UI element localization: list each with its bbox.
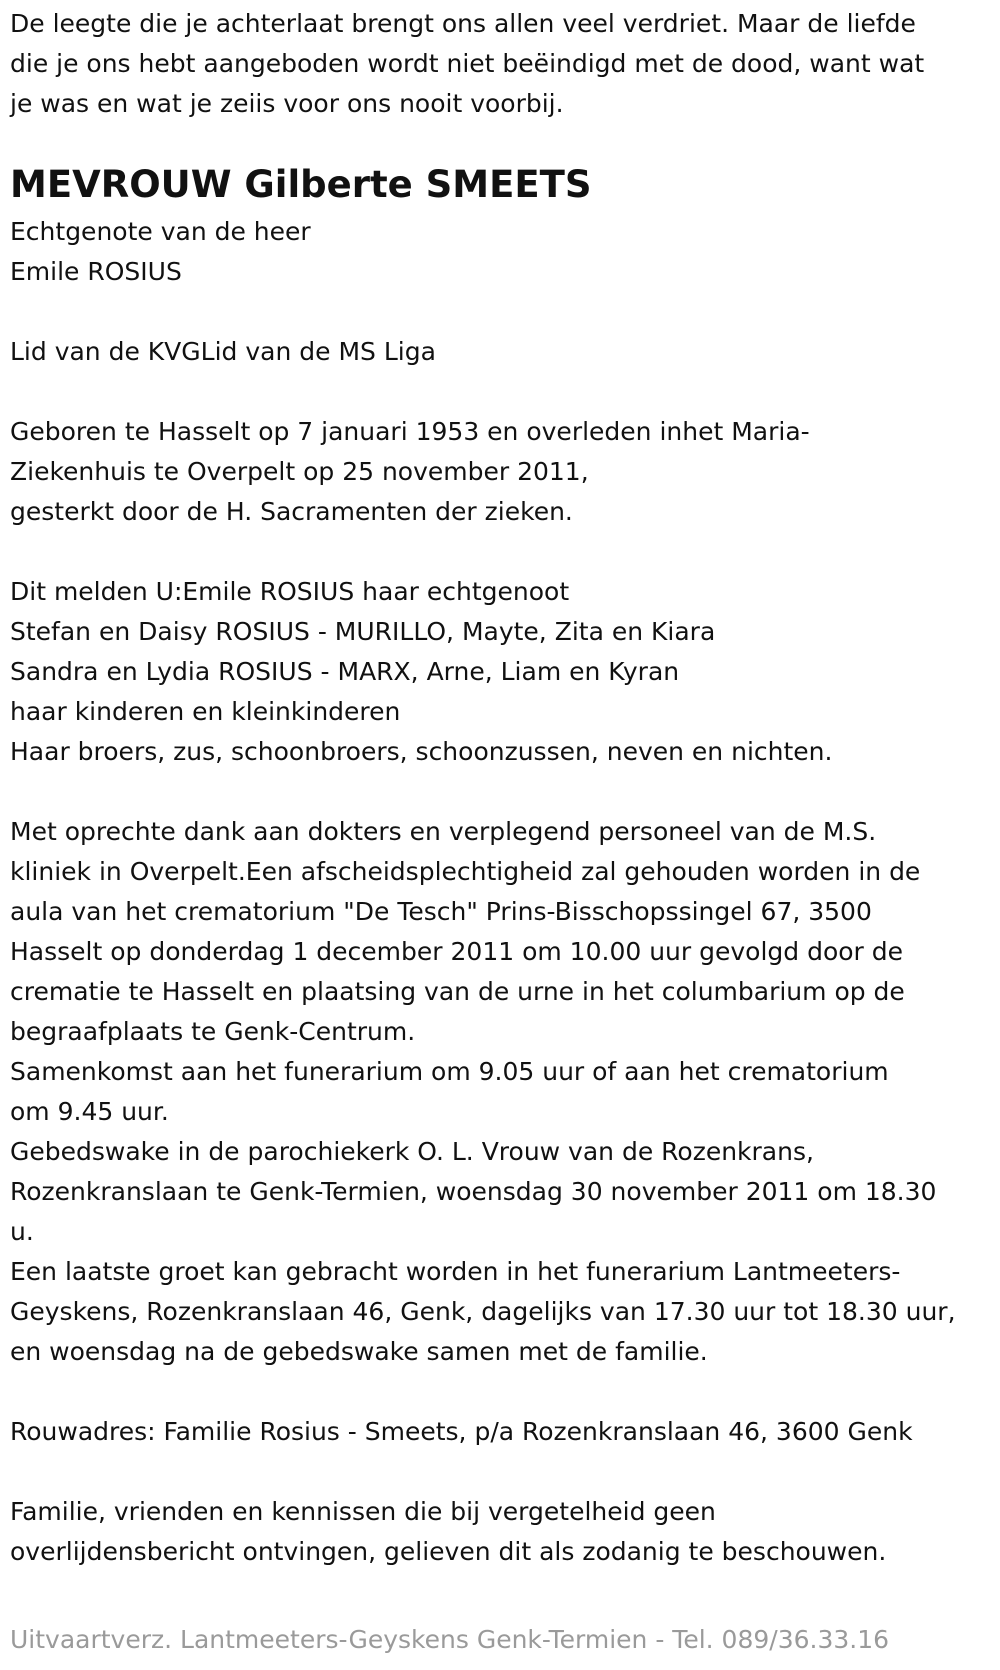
ceremony-line: Rozenkranslaan te Genk-Termien, woensdag 30 november 2011 om 18.30 <box>10 1177 937 1206</box>
spacer <box>10 1452 990 1492</box>
family-line: Sandra en Lydia ROSIUS - MARX, Arne, Liam en Kyran <box>10 657 680 686</box>
ceremony-line: Een laatste groet kan gebracht worden in het funerarium Lantmeeters- <box>10 1257 901 1286</box>
ceremony-line: Hasselt op donderdag 1 december 2011 om 10.00 uur gevolgd door de <box>10 937 904 966</box>
ceremony-line: en woensdag na de gebedswake samen met de familie. <box>10 1337 708 1366</box>
spouse-line: Emile ROSIUS <box>10 257 182 286</box>
ceremony-details <box>10 812 990 1372</box>
intro-quote <box>10 4 990 124</box>
birth-death-line: Ziekenhuis te Overpelt op 25 november 2011, <box>10 457 589 486</box>
ceremony-line: u. <box>10 1217 34 1246</box>
ceremony-line: Samenkomst aan het funerarium om 9.05 uur of aan het crematorium <box>10 1057 889 1086</box>
deceased-name: MEVROUW Gilberte SMEETS <box>10 163 592 206</box>
ceremony-line: Gebedswake in de parochiekerk O. L. Vrouw van de Rozenkrans, <box>10 1137 814 1166</box>
closing-line: overlijdensbericht ontvingen, gelieven dit als zodanig te beschouwen. <box>10 1537 887 1566</box>
ceremony-line: crematie te Hasselt en plaatsing van de urne in het columbarium op de <box>10 977 905 1006</box>
spouse-line: Echtgenote van de heer <box>10 217 311 246</box>
spacer <box>10 1372 990 1412</box>
family-list <box>10 572 990 772</box>
ceremony-line: Geyskens, Rozenkranslaan 46, Genk, dagelijks van 17.30 uur tot 18.30 uur, <box>10 1297 956 1326</box>
spacer <box>10 292 990 332</box>
spouse-info <box>10 212 990 292</box>
intro-line: die je ons hebt aangeboden wordt niet beëindigd met de dood, want wat <box>10 49 925 78</box>
membership: Lid van de KVGLid van de MS Liga <box>10 337 436 366</box>
family-line: Stefan en Daisy ROSIUS - MURILLO, Mayte, Zita en Kiara <box>10 617 716 646</box>
family-line: haar kinderen en kleinkinderen <box>10 697 401 726</box>
spacer <box>10 532 990 572</box>
birth-death-line: gesterkt door de H. Sacramenten der zieken. <box>10 497 573 526</box>
birth-death-info <box>10 412 990 532</box>
intro-line: je was en wat je zeiis voor ons nooit voorbij. <box>10 89 564 118</box>
intro-line: De leegte die je achterlaat brengt ons allen veel verdriet. Maar de liefde <box>10 9 916 38</box>
closing-line: Familie, vrienden en kennissen die bij vergetelheid geen <box>10 1497 716 1526</box>
spacer <box>10 772 990 812</box>
funeral-home-footer: Uitvaartverz. Lantmeeters-Geyskens Genk-Termien - Tel. 089/36.33.16 <box>10 1625 890 1654</box>
mourning-address: Rouwadres: Familie Rosius - Smeets, p/a Rozenkranslaan 46, 3600 Genk <box>10 1417 913 1446</box>
closing-note <box>10 1492 990 1572</box>
ceremony-line: begraafplaats te Genk-Centrum. <box>10 1017 416 1046</box>
family-line: Haar broers, zus, schoonbroers, schoonzussen, neven en nichten. <box>10 737 833 766</box>
ceremony-line: Met oprechte dank aan dokters en verplegend personeel van de M.S. <box>10 817 877 846</box>
obituary-notice <box>10 4 990 1572</box>
spacer <box>10 372 990 412</box>
family-line: Dit melden U:Emile ROSIUS haar echtgenoot <box>10 577 570 606</box>
ceremony-line: om 9.45 uur. <box>10 1097 169 1126</box>
ceremony-line: kliniek in Overpelt.Een afscheidsplechtigheid zal gehouden worden in de <box>10 857 921 886</box>
birth-death-line: Geboren te Hasselt op 7 januari 1953 en overleden inhet Maria- <box>10 417 810 446</box>
ceremony-line: aula van het crematorium "De Tesch" Prins-Bisschopssingel 67, 3500 <box>10 897 872 926</box>
